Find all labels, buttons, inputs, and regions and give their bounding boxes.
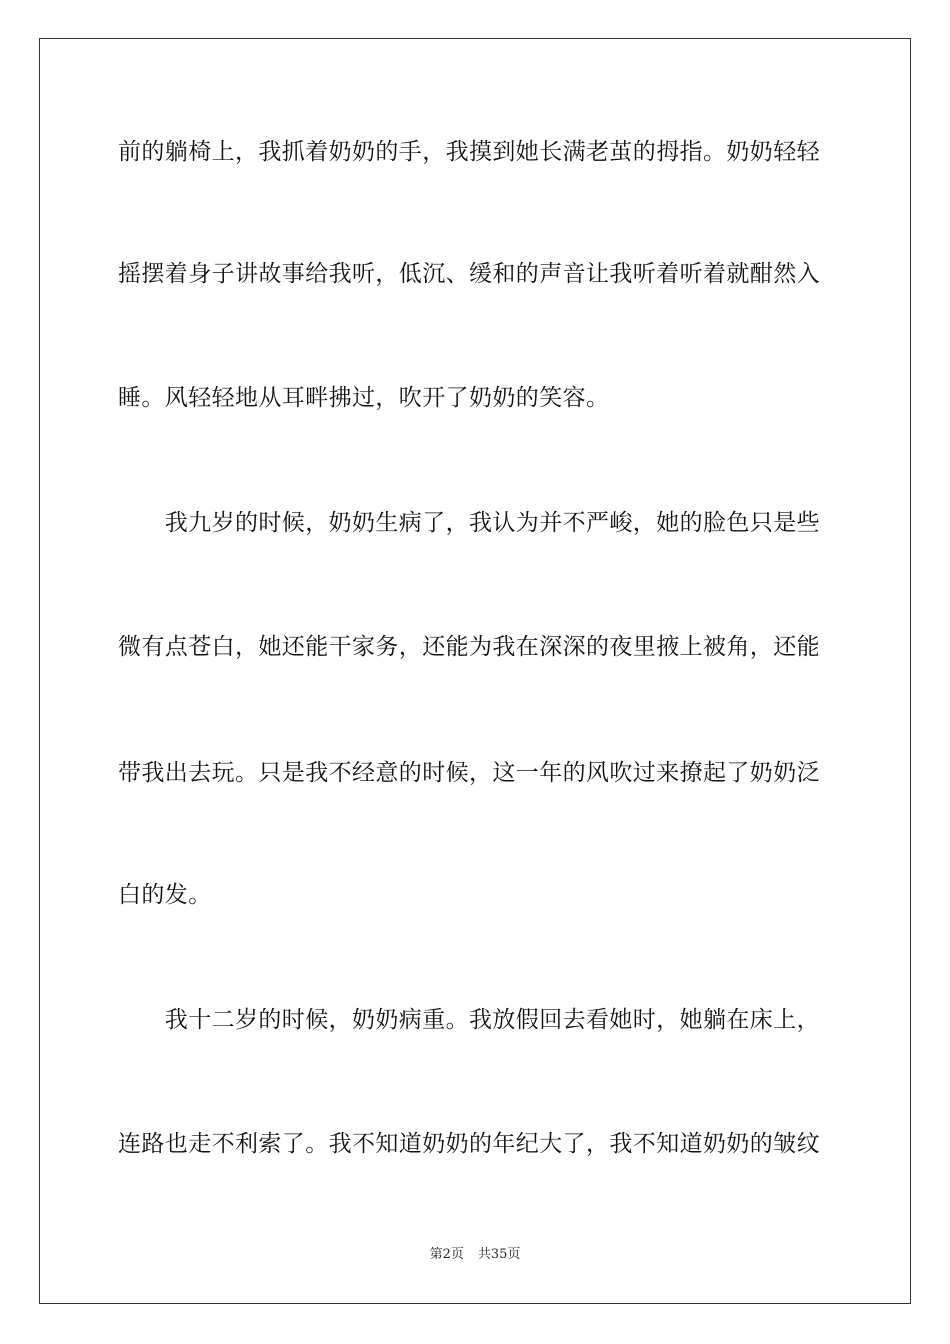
page-number-current: 第2页 bbox=[429, 1247, 464, 1262]
text-line-2: 摇摆着身子讲故事给我听，低沉、缓和的声音让我听着听着就酣然入 bbox=[118, 261, 820, 287]
text-line-3: 睡。风轻轻地从耳畔拂过，吹开了奶奶的笑容。 bbox=[118, 385, 610, 411]
text-line-1: 前的躺椅上，我抓着奶奶的手，我摸到她长满老茧的拇指。奶奶轻轻 bbox=[118, 139, 820, 165]
text-line-6: 带我出去玩。只是我不经意的时候，这一年的风吹过来撩起了奶奶泛 bbox=[118, 760, 820, 786]
text-line-4: 我九岁的时候，奶奶生病了，我认为并不严峻，她的脸色只是些 bbox=[118, 510, 820, 536]
text-line-9: 连路也走不利索了。我不知道奶奶的年纪大了，我不知道奶奶的皱纹 bbox=[118, 1131, 820, 1157]
text-line-5: 微有点苍白，她还能干家务，还能为我在深深的夜里掖上被角，还能 bbox=[118, 634, 820, 660]
page-number-total: 共35页 bbox=[477, 1247, 521, 1262]
page-footer bbox=[0, 1246, 950, 1264]
page-border bbox=[39, 38, 911, 1304]
text-line-8: 我十二岁的时候，奶奶病重。我放假回去看她时，她躺在床上， bbox=[118, 1007, 820, 1033]
text-line-7: 白的发。 bbox=[118, 882, 212, 908]
